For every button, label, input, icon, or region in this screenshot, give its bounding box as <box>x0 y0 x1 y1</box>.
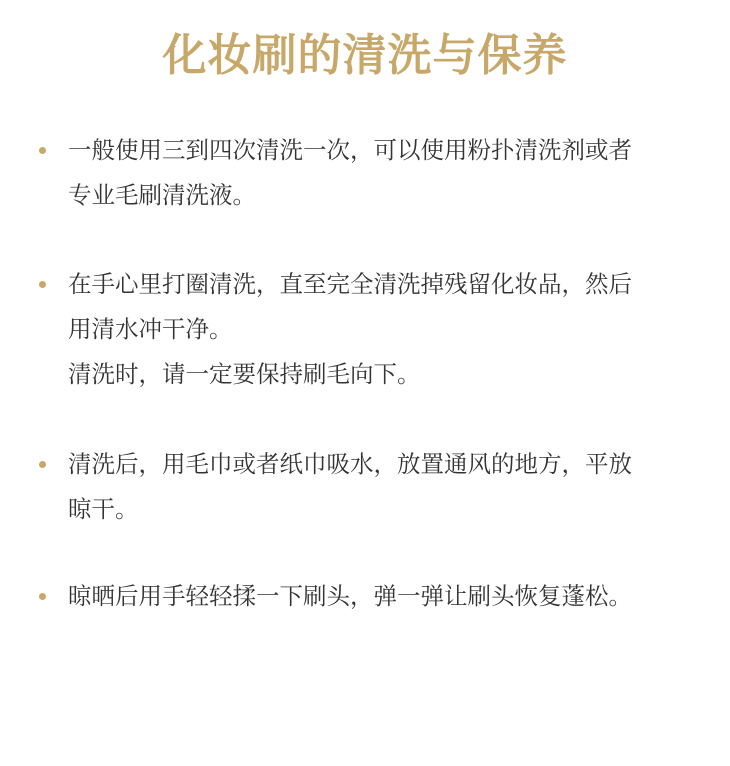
text-line: 一般使用三到四次清洗一次，可以使用粉扑清洗剂或者 <box>68 136 632 164</box>
bullet-dot-icon <box>39 461 46 468</box>
list-item-text <box>68 262 708 397</box>
list-item-text <box>68 128 708 218</box>
list-item-text <box>68 442 708 532</box>
text-line: 清洗后，用毛巾或者纸巾吸水，放置通风的地方，平放 <box>68 450 632 478</box>
text-line: 用清水冲干净。 <box>68 315 233 343</box>
bullet-dot-icon <box>39 147 46 154</box>
text-line: 专业毛刷清洗液。 <box>68 181 256 209</box>
text-line: 清洗时，请一定要保持刷毛向下。 <box>68 360 421 388</box>
text-line: 晾晒后用手轻轻揉一下刷头，弹一弹让刷头恢复蓬松。 <box>68 582 632 610</box>
page-title: 化妆刷的清洗与保养 <box>162 30 568 81</box>
text-line: 在手心里打圈清洗，直至完全清洗掉残留化妆品，然后 <box>68 270 632 298</box>
bullet-dot-icon <box>39 281 46 288</box>
text-line: 晾干。 <box>68 495 139 523</box>
list-item-text <box>68 574 708 619</box>
bullet-dot-icon <box>39 593 46 600</box>
